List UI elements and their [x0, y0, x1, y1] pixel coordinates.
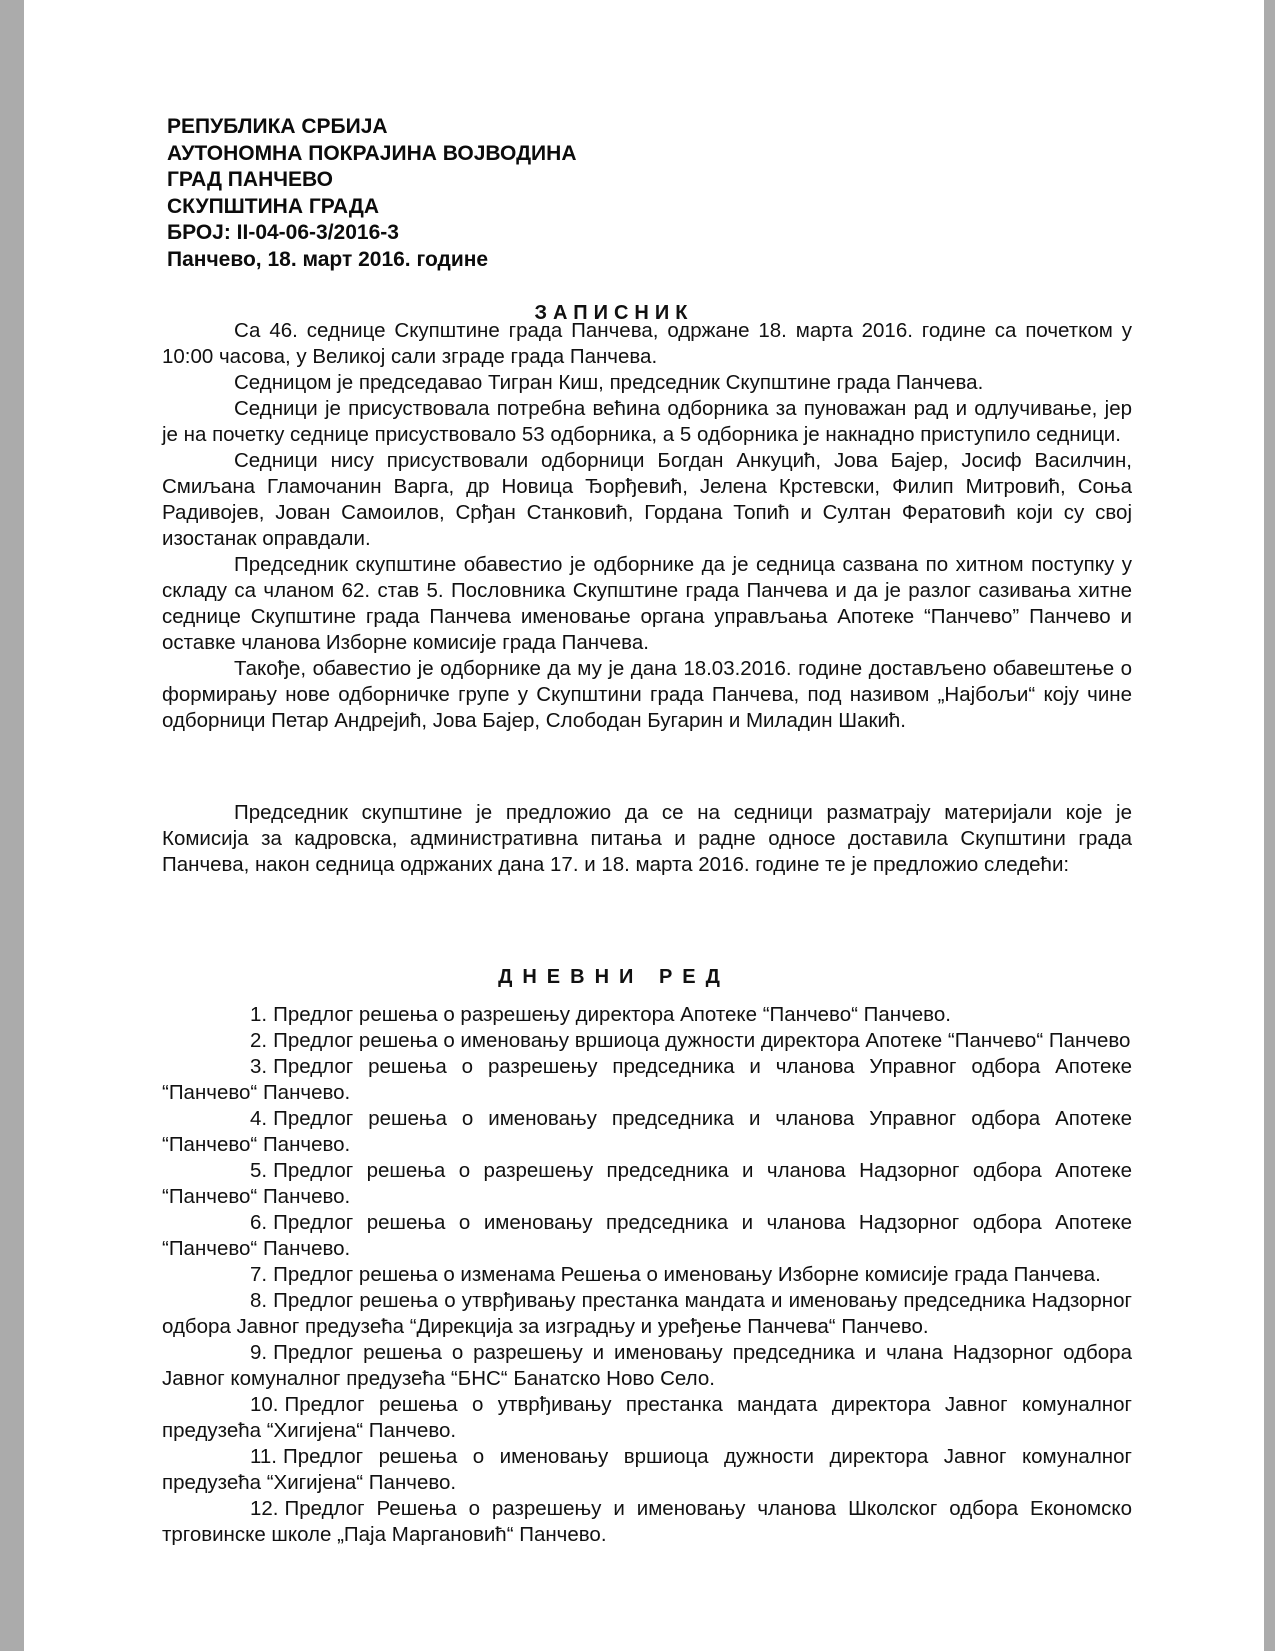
agenda-list — [162, 1002, 1132, 1548]
document-page — [24, 0, 1264, 1651]
agenda-item: 12. Предлог Решења о разрешењу и именовању чланова Школског одбора Економско трговинске школе „Паја Маргановић“ Панчево. — [162, 1497, 1132, 1546]
paragraph-proposal: Председник скупштине је предложио да се на седници разматрају материјали које је Комисија за кадровска, административна питања и радне односе доставила Скупштини града Панчева, након седница одржаних дана 17. и 18. марта 2016. године те је предложио следећи: — [162, 801, 1132, 876]
paragraph-urgent-session: Председник скупштине обавестио је одборнике да је седница сазвана по хитном поступку у складу са чланом 62. став 5. Пословника Скупштине града Панчева и да је разлог сазивања хитне седнице Скупштине града Панчева именовање органа управљања Апотеке “Панчево” Панчево и оставке чланова Изборне комисије града Панчева. — [162, 553, 1132, 654]
agenda-item: 8. Предлог решења о утврђивању престанка мандата и именовању председника Надзорног одбора Јавног предузећа “Дирекција за изградњу и уређење Панчева“ Панчево. — [162, 1289, 1132, 1338]
document-title: ЗАПИСНИК — [534, 302, 694, 324]
agenda-item: 11. Предлог решења о именовању вршиоца дужности директора Јавног комуналног предузећа “Хигијена“ Панчево. — [162, 1445, 1132, 1494]
paragraph-chair: Седницом је председавао Тигран Киш, председник Скупштине града Панчева. — [234, 371, 984, 394]
header-date: Панчево, 18. март 2016. године — [167, 247, 489, 271]
agenda-item: 4. Предлог решења о именовању председника и чланова Управног одбора Апотеке “Панчево“ Панчево. — [162, 1107, 1132, 1156]
agenda-item: 7. Предлог решења о изменама Решења о именовању Изборне комисије града Панчева. — [250, 1263, 1101, 1286]
header-assembly: СКУПШТИНА ГРАДА — [167, 194, 379, 218]
agenda-title: ДНЕВНИ РЕД — [498, 966, 730, 988]
header-city: ГРАД ПАНЧЕВО — [167, 168, 333, 192]
agenda-item: 1. Предлог решења о разрешењу директора Апотеке “Панчево“ Панчево. — [250, 1003, 951, 1026]
agenda-item: 9. Предлог решења о разрешењу и именовању председника и члана Надзорног одбора Јавног комуналног предузећа “БНС“ Банатско Ново Село. — [162, 1341, 1132, 1390]
agenda-item: 10. Предлог решења о утврђивању престанка мандата директора Јавног комуналног предузећа “Хигијена“ Панчево. — [162, 1393, 1132, 1442]
header-republic: РЕПУБЛИКА СРБИЈА — [167, 115, 388, 138]
agenda-item: 2. Предлог решења о именовању вршиоца дужности директора Апотеке “Панчево“ Панчево — [250, 1029, 1131, 1052]
header-number: БРОЈ: II-04-06-3/2016-3 — [167, 221, 399, 245]
header-province: АУТОНОМНА ПОКРАЈИНА ВОЈВОДИНА — [167, 141, 577, 165]
paragraph-new-group: Такође, обавестио је одборнике да му је дана 18.03.2016. године достављено обавештење о формирању нове одборничке групе у Скупштини града Панчева, под називом „Најбољи“ коју чине одборници Петар Андрејић, Јова Бајер, Слободан Бугарин и Миладин Шакић. — [162, 657, 1132, 732]
paragraph-quorum: Седници је присуствовала потребна већина одборника за пуноважан рад и одлучивање, јер је на почетку седнице присуствовало 53 одборника, а 5 одборника је накнадно приступило седници. — [162, 397, 1132, 446]
proposal-body — [162, 800, 1132, 878]
agenda-item: 6. Предлог решења о именовању председника и чланова Надзорног одбора Апотеке “Панчево“ Панчево. — [162, 1211, 1132, 1260]
agenda-item: 5. Предлог решења о разрешењу председника и чланова Надзорног одбора Апотеке “Панчево“ Панчево. — [162, 1159, 1132, 1208]
paragraph-session-info: Са 46. седнице Скупштине града Панчева, одржане 18. марта 2016. године са почетком у 10:00 часова, у Великој сали зграде града Панчева. — [162, 319, 1132, 368]
agenda-item: 3. Предлог решења о разрешењу председника и чланова Управног одбора Апотеке “Панчево“ Панчево. — [162, 1055, 1132, 1104]
document-header — [167, 114, 576, 274]
minutes-body — [162, 318, 1132, 734]
paragraph-absent: Седници нису присуствовали одборници Богдан Анкуцић, Јова Бајер, Јосиф Василчин, Смиљана Гламочанин Варга, др Новица Ђорђевић, Јелена Крстевски, Филип Митровић, Соња Радивојев, Јован Самоилов, Срђан Станковић, Гордана Топић и Султан Фератовић који су свој изостанак оправдали. — [162, 449, 1132, 550]
